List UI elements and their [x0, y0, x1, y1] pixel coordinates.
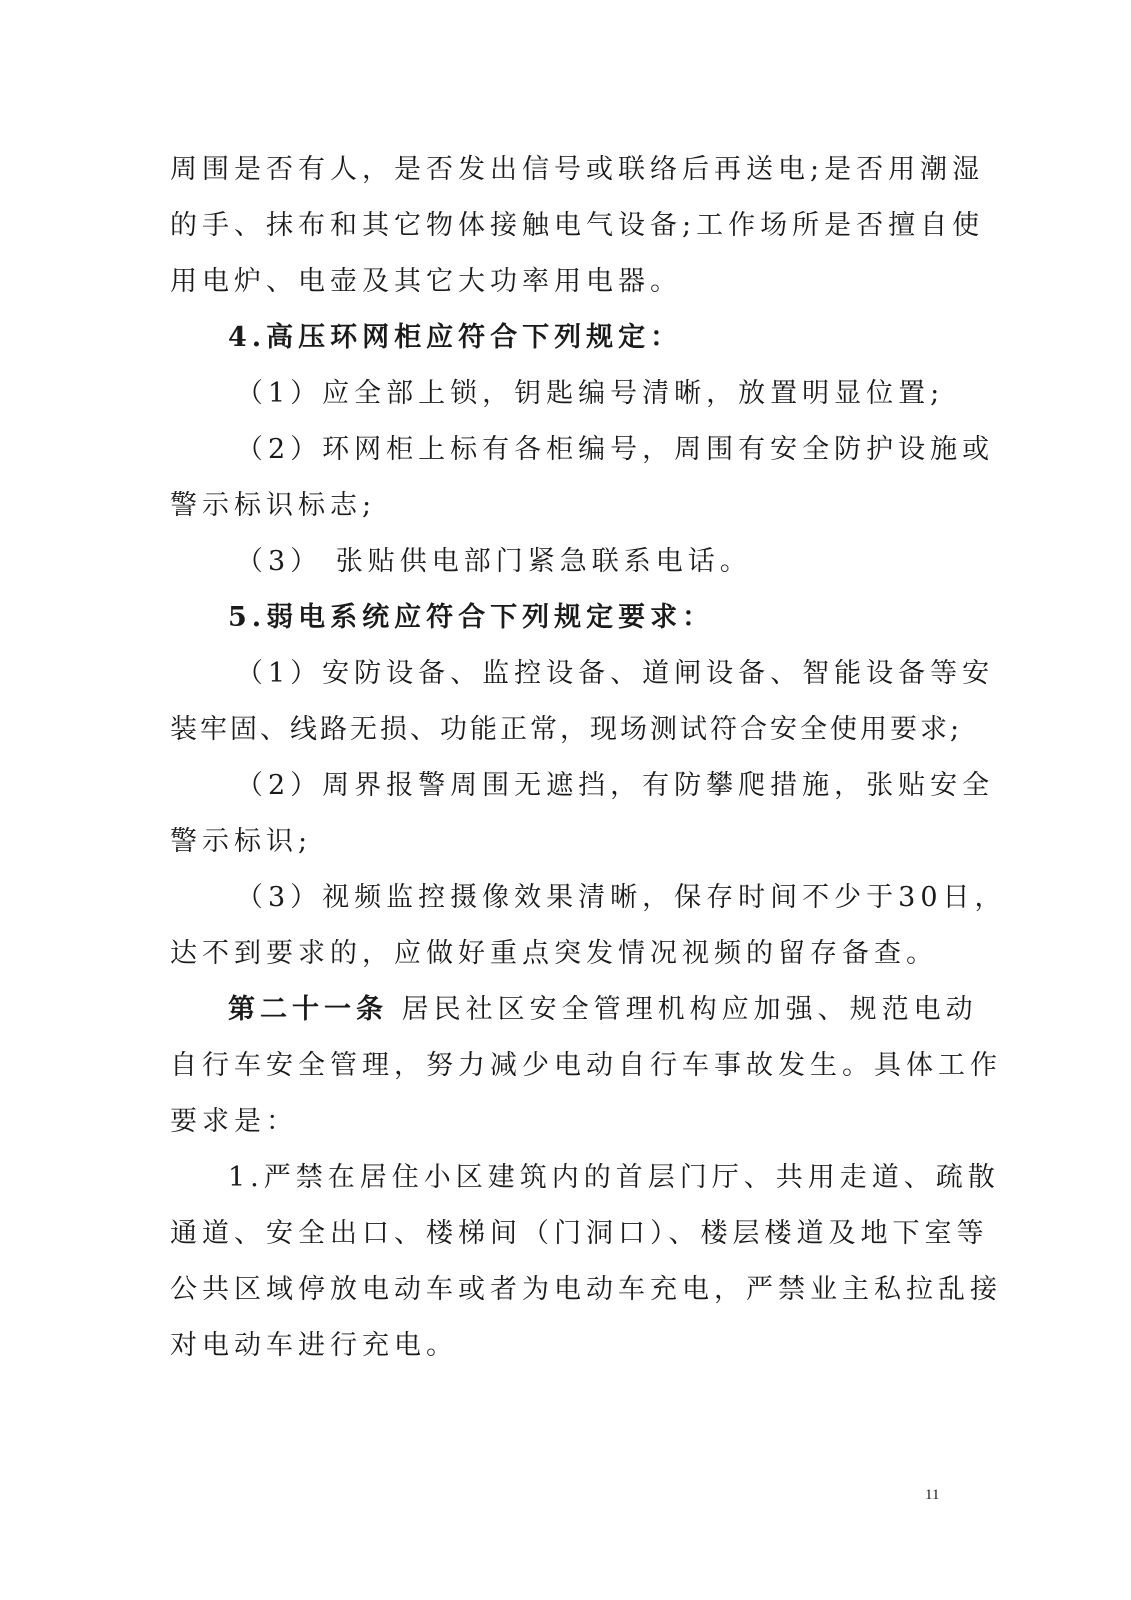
paragraph-line: 公共区域停放电动车或者为电动车充电，严禁业主私拉乱接: [170, 1274, 1002, 1305]
paragraph-line: 用电炉、电壶及其它大功率用电器。: [170, 266, 682, 297]
article-line: [228, 992, 978, 1028]
section-heading: 4.高压环网柜应符合下列规定：: [228, 322, 683, 353]
page-number: 11: [925, 1487, 940, 1503]
paragraph-line: 达不到要求的，应做好重点突发情况视频的留存备查。: [170, 938, 938, 969]
list-item: （3）视频监控摄像效果清晰，保存时间不少于30日，: [236, 882, 1007, 913]
article-heading: 第二十一条: [228, 994, 388, 1025]
list-item: （2）环网柜上标有各柜编号，周围有安全防护设施或: [236, 434, 995, 465]
paragraph-line: 警示标识标志;: [170, 490, 377, 521]
paragraph-line: 通道、安全出口、楼梯间（门洞口）、楼层楼道及地下室等: [170, 1218, 989, 1249]
paragraph-line: 自行车安全管理，努力减少电动自行车事故发生。具体工作: [170, 1050, 1002, 1081]
article-text: 居民社区安全管理机构应加强、规范电动: [388, 994, 978, 1025]
section-heading: 5.弱电系统应符合下列规定要求：: [228, 602, 715, 633]
paragraph-line: 要求是：: [170, 1106, 298, 1137]
list-item: （1）应全部上锁，钥匙编号清晰，放置明显位置;: [236, 378, 945, 409]
paragraph-line: 警示标识;: [170, 826, 313, 857]
paragraph-line: 对电动车进行充电。: [170, 1330, 458, 1361]
list-item: （2）周界报警周围无遮挡，有防攀爬措施，张贴安全: [236, 770, 995, 801]
paragraph-line: 的手、抹布和其它物体接触电气设备;工作场所是否擅自使: [170, 210, 985, 241]
list-item: （1）安防设备、监控设备、道闸设备、智能设备等安: [236, 658, 995, 689]
list-item: 1.严禁在居住小区建筑内的首层门厅、共用走道、疏散: [228, 1162, 1000, 1193]
paragraph-line: 装牢固、线路无损、功能正常，现场测试符合安全使用要求;: [170, 714, 963, 745]
list-item: （3） 张贴供电部门紧急联系电话。: [236, 546, 752, 577]
paragraph-line: 周围是否有人，是否发出信号或联络后再送电;是否用潮湿: [170, 154, 985, 185]
